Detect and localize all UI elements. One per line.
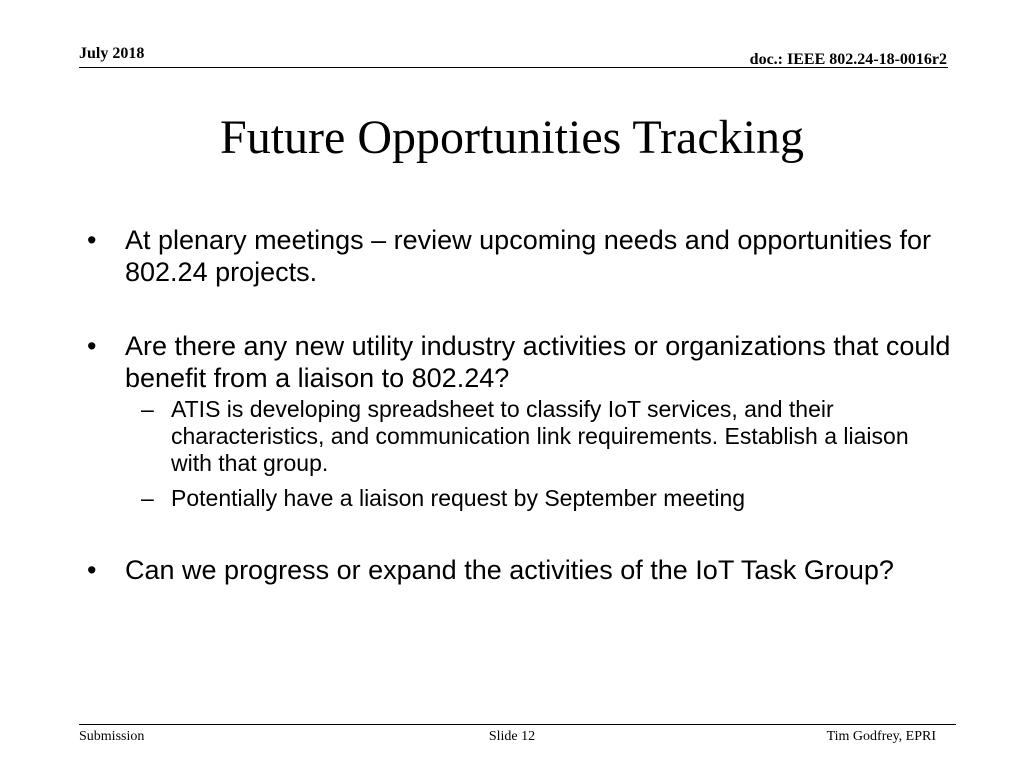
bullet-marker: • — [87, 225, 97, 255]
slide-title: Future Opportunities Tracking — [220, 111, 804, 164]
bullet-text: Are there any new utility industry activities or organizations that could benefit from a liaison to 802.24? — [125, 331, 951, 393]
sub-bullet-text: Potentially have a liaison request by September meeting — [171, 485, 746, 511]
footer-slide-number: Slide 12 — [488, 729, 536, 744]
footer-divider — [79, 724, 956, 725]
bullet-item — [87, 224, 955, 288]
header-date: July 2018 — [79, 45, 145, 62]
bullet-text: At plenary meetings – review upcoming needs and opportunities for 802.24 projects. — [125, 225, 931, 287]
sub-bullet-marker: – — [141, 485, 154, 511]
bullet-text: Can we progress or expand the activities of the IoT Task Group? — [125, 555, 894, 585]
sub-bullet-item — [141, 396, 951, 477]
sub-bullet-text: ATIS is developing spreadsheet to classify IoT services, and their characteristics, and communication link requirements. Establish a liaison with that group. — [171, 396, 909, 476]
bullet-marker: • — [87, 555, 97, 585]
footer-submission: Submission — [79, 729, 145, 744]
sub-bullet-marker: – — [141, 396, 154, 422]
header-doc-id: doc.: IEEE 802.24-18-0016r2 — [749, 51, 947, 68]
bullet-item — [87, 554, 955, 586]
sub-bullet-item — [141, 485, 951, 512]
bullet-item — [87, 330, 955, 394]
bullet-marker: • — [87, 331, 97, 361]
footer-author: Tim Godfrey, EPRI — [826, 729, 936, 744]
